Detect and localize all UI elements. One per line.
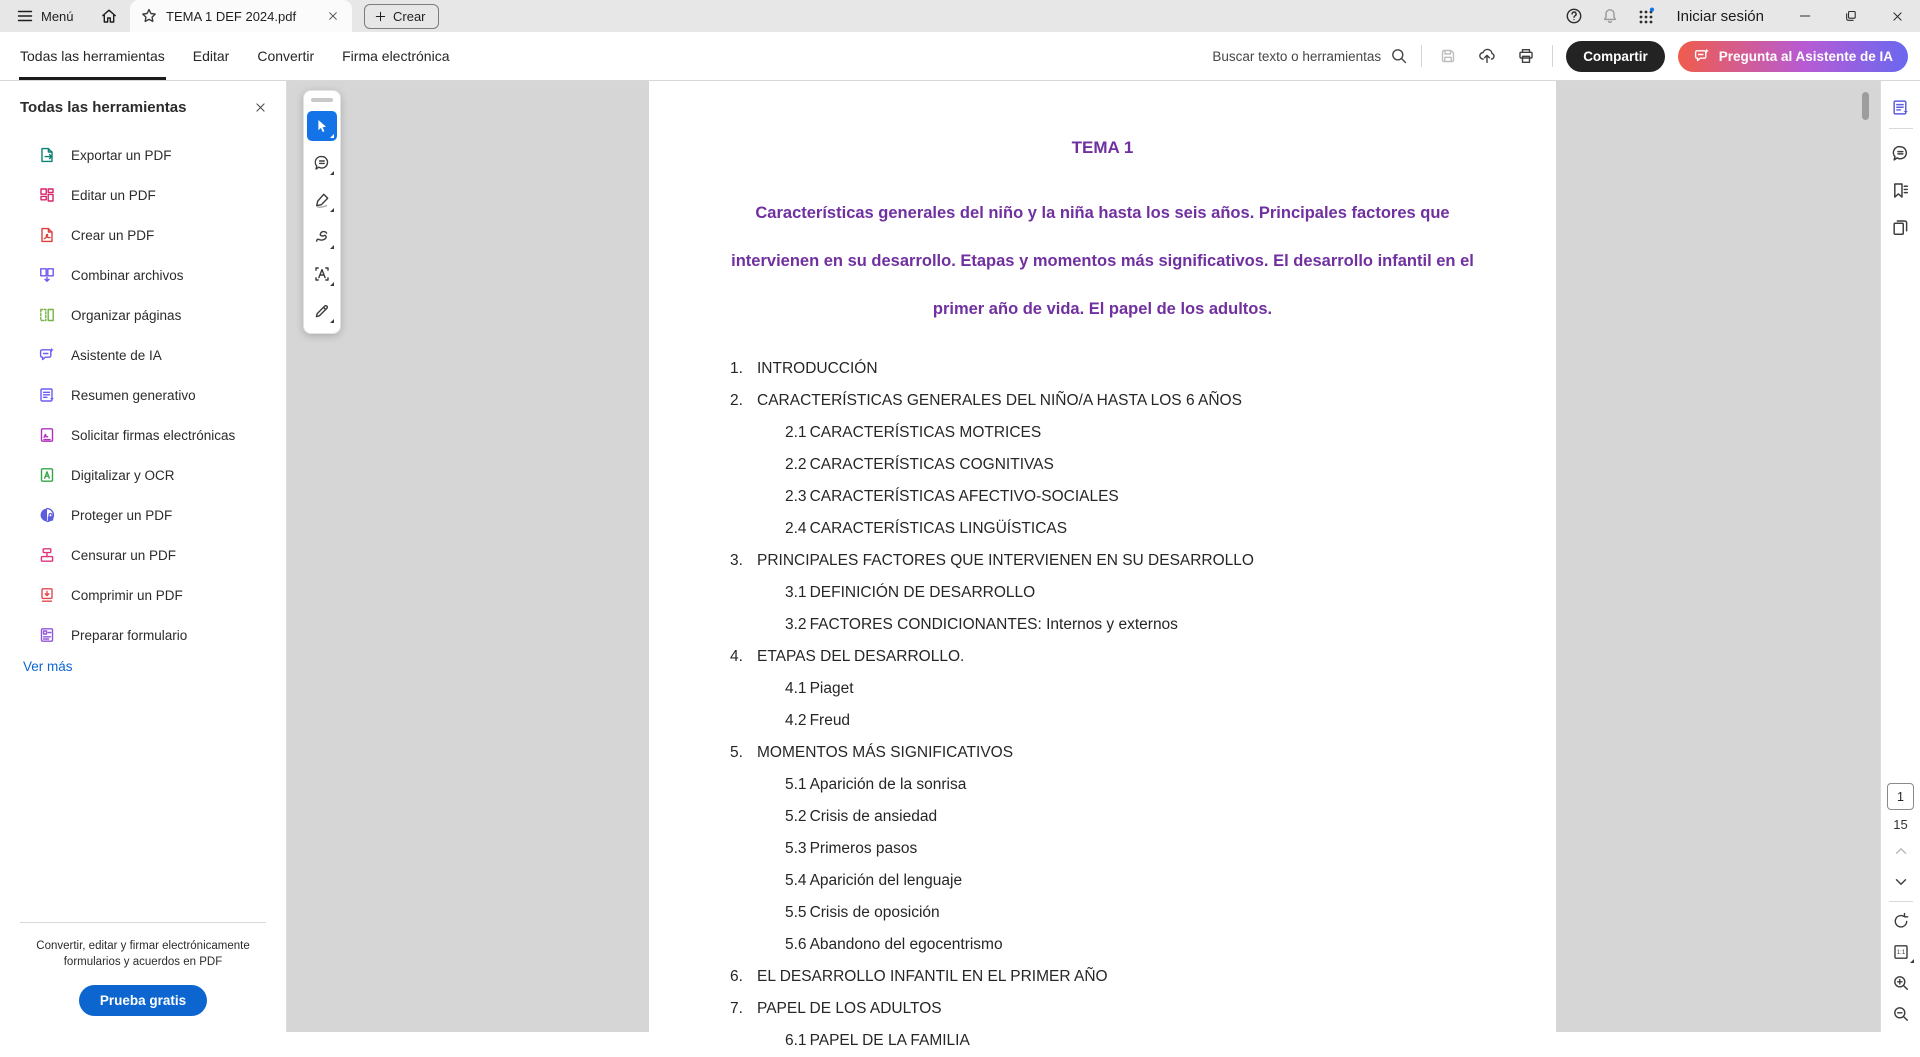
highlight-tool-button[interactable] (307, 185, 337, 215)
outline-number: 4. (730, 648, 743, 665)
chevron-up-icon (1892, 842, 1910, 860)
outline-text: Freud (809, 712, 851, 729)
divider (1421, 45, 1422, 67)
sidebar-item-label: Proteger un PDF (71, 507, 173, 523)
rotate-page-button[interactable] (1888, 909, 1914, 933)
outline-number: 2.3 (785, 488, 807, 505)
outline-line (649, 513, 1556, 545)
outline-text: Aparición del lenguaje (809, 872, 963, 889)
zoom-out-icon (1892, 1005, 1910, 1023)
outline-number: 7. (730, 1000, 743, 1017)
window-restore-button[interactable] (1828, 0, 1874, 32)
pdf-title: TEMA 1 (1071, 138, 1134, 157)
outline-text: CARACTERÍSTICAS AFECTIVO-SOCIALES (809, 488, 1119, 505)
ai-assistant-icon (38, 346, 56, 364)
prepare-form-icon (38, 626, 56, 644)
outline-line (649, 737, 1556, 769)
upload-cloud-button[interactable] (1474, 43, 1500, 69)
organize-pages-icon (38, 306, 56, 324)
divider (1889, 128, 1913, 129)
outline-text: CARACTERÍSTICAS COGNITIVAS (809, 456, 1054, 473)
outline-line (649, 417, 1556, 449)
sidebar-item-label: Digitalizar y OCR (71, 467, 175, 483)
page-thumbnails-panel-button[interactable] (1887, 213, 1915, 241)
restore-icon (1844, 9, 1858, 23)
outline-text: PAPEL DE LOS ADULTOS (757, 1000, 942, 1017)
sidebar-item-prepare-form[interactable] (0, 615, 286, 655)
rotate-icon (1892, 912, 1910, 930)
tab-firma-electronica[interactable]: Firma electrónica (342, 48, 450, 64)
zoom-in-button[interactable] (1888, 971, 1914, 995)
pdf-page (649, 81, 1556, 1049)
svg-text:1:1: 1:1 (1896, 949, 1905, 957)
tab-editar[interactable]: Editar (192, 48, 230, 64)
outline-line (649, 993, 1556, 1025)
outline-text: Abandono del egocentrismo (809, 936, 1003, 953)
outline-number: 1. (730, 360, 743, 377)
compress-pdf-icon (38, 586, 56, 604)
outline-text: EL DESARROLLO INFANTIL EN EL PRIMER AÑO (757, 968, 1108, 985)
ai-assistant-panel-icon (1891, 98, 1910, 117)
outline-text: Primeros pasos (809, 840, 918, 857)
sidebar-item-compress-pdf[interactable] (0, 575, 286, 615)
fill-sign-tool-icon (313, 302, 331, 320)
sidebar-item-organize-pages[interactable] (0, 295, 286, 335)
outline-line (649, 1025, 1556, 1057)
sidebar-item-label: Resumen generativo (71, 387, 196, 403)
outline-number: 5.5 (785, 904, 807, 921)
bookmarks-panel-icon (1891, 181, 1910, 200)
outline-number: 4.1 (785, 680, 807, 697)
minimize-icon (1798, 9, 1812, 23)
home-button[interactable] (90, 0, 128, 32)
outline-line (649, 385, 1556, 417)
page-fit-button[interactable] (1888, 940, 1914, 964)
outline-line (649, 801, 1556, 833)
sign-in-button[interactable]: Iniciar sesión (1676, 7, 1764, 25)
sidebar-item-create-pdf[interactable] (0, 215, 286, 255)
titlebar (0, 0, 1920, 32)
home-icon (100, 7, 118, 25)
generative-summary-icon (38, 386, 56, 404)
sidebar-item-export-pdf[interactable] (0, 135, 286, 175)
draw-tool-icon (313, 228, 331, 246)
tab-convertir[interactable]: Convertir (257, 48, 315, 64)
panel-promo (0, 922, 286, 1016)
sidebar-item-label: Solicitar firmas electrónicas (71, 427, 236, 443)
outline-text: CARACTERÍSTICAS MOTRICES (809, 424, 1042, 441)
see-more-link[interactable]: Ver más (23, 659, 73, 674)
vertical-scrollbar[interactable] (1862, 92, 1869, 120)
next-page-button[interactable] (1888, 870, 1914, 894)
toolbar-right (1212, 32, 1908, 80)
main-toolbar (0, 32, 1920, 81)
ai-assistant-panel-button[interactable] (1887, 93, 1915, 121)
toolbar-tab-list (6, 32, 464, 80)
outline-line (649, 353, 1556, 385)
create-button[interactable] (364, 4, 439, 29)
window-close-button[interactable] (1874, 0, 1920, 32)
outline-line (649, 705, 1556, 737)
outline-line (649, 577, 1556, 609)
sidebar-item-label: Exportar un PDF (71, 147, 172, 163)
outline-text: MOMENTOS MÁS SIGNIFICATIVOS (757, 744, 1014, 761)
divider (1552, 45, 1553, 67)
comment-tool-icon (313, 154, 331, 172)
text-select-tool-icon (313, 265, 331, 283)
bookmarks-panel-button[interactable] (1887, 176, 1915, 204)
search-button[interactable] (1212, 47, 1408, 65)
document-outline (649, 353, 1556, 1057)
outline-text: Crisis de oposición (809, 904, 940, 921)
page-total: 15 (1893, 817, 1908, 832)
outline-number: 2.1 (785, 424, 807, 441)
sidebar-item-label: Combinar archivos (71, 267, 184, 283)
outline-number: 5. (730, 744, 743, 761)
zoom-in-icon (1892, 974, 1910, 992)
window-minimize-button[interactable] (1782, 0, 1828, 32)
ai-assistant-label: Pregunta al Asistente de IA (1718, 48, 1893, 64)
pdf-subtitle (649, 189, 1556, 333)
sidebar-item-label: Crear un PDF (71, 227, 155, 243)
outline-text: CARACTERÍSTICAS LINGÜÍSTICAS (809, 520, 1068, 537)
outline-text: CARACTERÍSTICAS GENERALES DEL NIÑO/A HASTA LOS 6 AÑOS (757, 392, 1242, 409)
outline-text: PAPEL DE LA FAMILIA (809, 1032, 970, 1049)
outline-text: FACTORES CONDICIONANTES: Internos y externos (809, 616, 1178, 633)
outline-line (649, 769, 1556, 801)
comments-panel-icon (1891, 144, 1910, 163)
page-number-input[interactable]: 1 (1887, 783, 1914, 810)
outline-number: 6. (730, 968, 743, 985)
right-rail-panels (1881, 93, 1920, 250)
document-canvas (287, 81, 1880, 1049)
tools-panel-close-icon[interactable] (250, 97, 270, 117)
outline-text: Crisis de ansiedad (809, 808, 938, 825)
fill-sign-tool-button[interactable] (307, 296, 337, 326)
outline-number: 5.3 (785, 840, 807, 857)
sidebar-item-edit-pdf[interactable] (0, 175, 286, 215)
sidebar-item-request-signatures[interactable] (0, 415, 286, 455)
outline-line (649, 641, 1556, 673)
sidebar-item-label: Preparar formulario (71, 627, 188, 643)
outline-text: PRINCIPALES FACTORES QUE INTERVIENEN EN SU DESARROLLO (757, 552, 1254, 569)
outline-line (649, 609, 1556, 641)
outline-line (649, 449, 1556, 481)
sidebar-item-label: Censurar un PDF (71, 547, 177, 563)
pdf-subtitle-line: intervienen en su desarrollo. Etapas y momentos más significativos. El desarrollo infantil en el (731, 252, 1474, 270)
select-tool-icon (313, 117, 331, 135)
outline-number: 3.1 (785, 584, 807, 601)
sidebar-item-label: Asistente de IA (71, 347, 162, 363)
outline-number: 5.6 (785, 936, 807, 953)
sidebar-item-scan-ocr[interactable] (0, 455, 286, 495)
close-icon (1891, 10, 1904, 23)
create-label: Crear (393, 9, 426, 24)
tools-panel (0, 81, 287, 1032)
outline-line (649, 545, 1556, 577)
request-signatures-icon (38, 426, 56, 444)
outline-number: 3. (730, 552, 743, 569)
outline-line (649, 481, 1556, 513)
outline-text: INTRODUCCIÓN (757, 360, 878, 377)
outline-number: 4.2 (785, 712, 807, 729)
outline-text: ETAPAS DEL DESARROLLO. (757, 648, 965, 665)
scan-ocr-icon (38, 466, 56, 484)
outline-line (649, 833, 1556, 865)
bell-icon (1601, 7, 1619, 25)
sidebar-item-combine-files[interactable] (0, 255, 286, 295)
tools-list (0, 135, 286, 655)
outline-text: Piaget (809, 680, 854, 697)
sidebar-item-ai-assistant[interactable] (0, 335, 286, 375)
document-tab[interactable] (130, 0, 352, 32)
outline-number: 3.2 (785, 616, 807, 633)
outline-number: 2. (730, 392, 743, 409)
tab-title: TEMA 1 DEF 2024.pdf (166, 8, 297, 24)
tools-panel-title: Todas las herramientas (20, 99, 187, 116)
cloud-upload-icon (1478, 47, 1496, 65)
share-button[interactable]: Compartir (1566, 41, 1665, 72)
create-pdf-icon (38, 226, 56, 244)
print-button[interactable] (1513, 43, 1539, 69)
comment-tool-button[interactable] (307, 148, 337, 178)
help-icon (1565, 7, 1583, 25)
previous-page-button[interactable] (1888, 839, 1914, 863)
outline-number: 5.2 (785, 808, 807, 825)
plus-icon (374, 10, 387, 23)
comments-panel-button[interactable] (1887, 139, 1915, 167)
pdf-subtitle-line: Características generales del niño y la niña hasta los seis años. Principales factores que (755, 204, 1450, 222)
divider (20, 922, 266, 923)
divider (1889, 901, 1913, 902)
notifications-button[interactable] (1592, 0, 1628, 32)
outline-line (649, 897, 1556, 929)
sidebar-item-generative-summary[interactable] (0, 375, 286, 415)
highlight-tool-icon (313, 191, 331, 209)
export-pdf-icon (38, 146, 56, 164)
ai-assistant-button[interactable] (1678, 41, 1908, 72)
sidebar-item-redact-pdf[interactable] (0, 535, 286, 575)
apps-button[interactable] (1628, 0, 1664, 32)
text-select-tool-button[interactable] (307, 259, 337, 289)
outline-line (649, 865, 1556, 897)
search-icon (1390, 47, 1408, 65)
menu-button[interactable] (8, 0, 82, 32)
sidebar-item-protect-pdf[interactable] (0, 495, 286, 535)
tab-close-icon[interactable] (324, 7, 342, 25)
chevron-down-icon (1892, 873, 1910, 891)
outline-number: 5.1 (785, 776, 807, 793)
outline-number: 2.4 (785, 520, 807, 537)
outline-number: 2.2 (785, 456, 807, 473)
sidebar-item-label: Editar un PDF (71, 187, 156, 203)
search-label: Buscar texto o herramientas (1212, 48, 1382, 64)
menu-label: Menú (41, 8, 74, 24)
favorite-star-icon[interactable] (140, 7, 158, 25)
help-button[interactable] (1556, 0, 1592, 32)
right-rail (1880, 81, 1920, 1032)
draw-tool-button[interactable] (307, 222, 337, 252)
page-navigation (1881, 783, 1920, 1026)
free-trial-button[interactable]: Prueba gratis (79, 985, 207, 1016)
outline-text: Aparición de la sonrisa (809, 776, 967, 793)
select-tool-button[interactable] (307, 111, 337, 141)
outline-line (649, 673, 1556, 705)
page-thumbnails-panel-icon (1891, 218, 1910, 237)
save-icon (1439, 47, 1457, 65)
zoom-out-button[interactable] (1888, 1002, 1914, 1026)
titlebar-right (1556, 0, 1920, 32)
protect-pdf-icon (38, 506, 56, 524)
outline-number: 6.1 (785, 1032, 807, 1049)
sidebar-item-label: Comprimir un PDF (71, 587, 183, 603)
pdf-subtitle-line: primer año de vida. El papel de los adultos. (932, 300, 1273, 318)
sidebar-item-label: Organizar páginas (71, 307, 182, 323)
outline-line (649, 961, 1556, 993)
outline-number: 5.4 (785, 872, 807, 889)
hamburger-icon (16, 7, 34, 25)
tab-todas-las-herramientas[interactable]: Todas las herramientas (6, 32, 179, 80)
print-icon (1517, 47, 1535, 65)
save-button[interactable] (1435, 43, 1461, 69)
ai-chat-icon (1693, 47, 1711, 65)
page-fit-icon (1892, 943, 1910, 961)
edit-pdf-icon (38, 186, 56, 204)
redact-pdf-icon (38, 546, 56, 564)
combine-files-icon (38, 266, 56, 284)
quick-tools-toolbar (303, 90, 341, 334)
outline-line (649, 929, 1556, 961)
drag-handle[interactable] (311, 98, 333, 102)
apps-grid-icon (1637, 7, 1655, 25)
outline-text: DEFINICIÓN DE DESARROLLO (809, 584, 1036, 601)
promo-text: Convertir, editar y firmar electrónicamente formularios y acuerdos en PDF (36, 939, 250, 968)
